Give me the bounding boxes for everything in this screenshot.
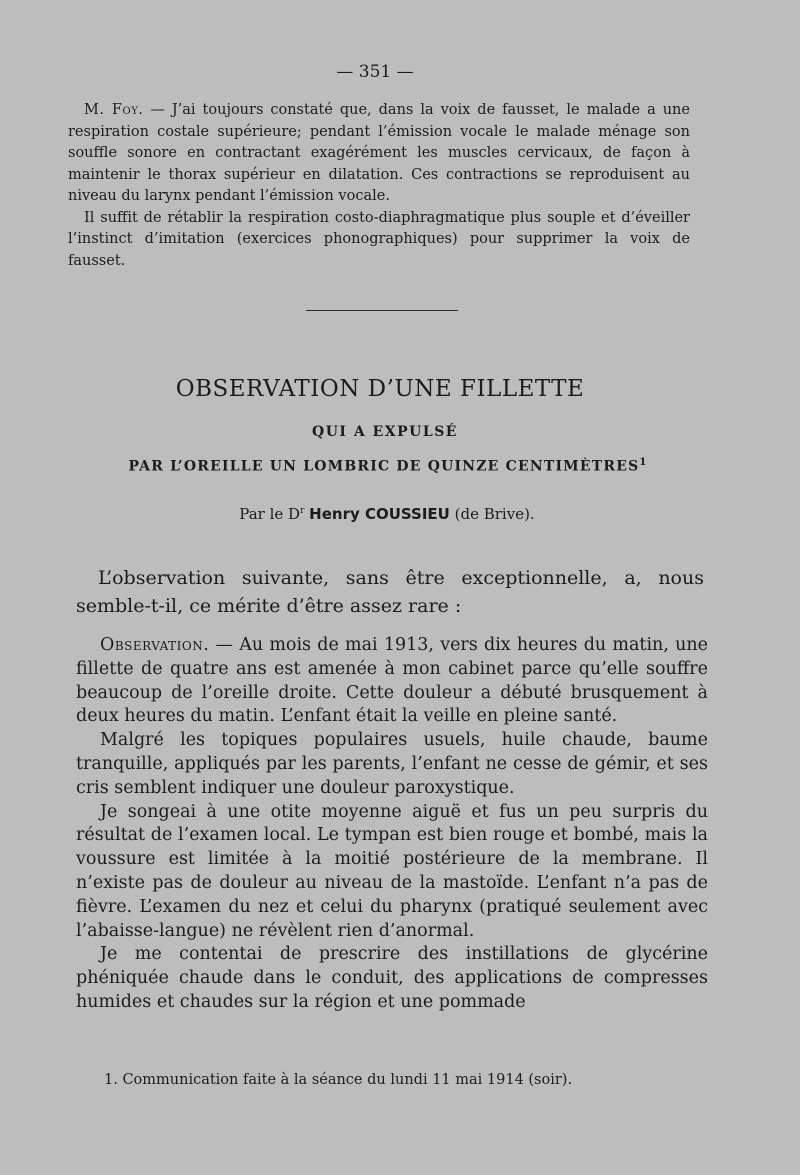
author-name: Henry COUSSIEU	[309, 505, 450, 523]
footnote: 1. Communication faite à la séance du lundi 11 mai 1914 (soir).	[104, 1072, 573, 1088]
intro-paragraph: L’observation suivante, sans être exceptionnelle, a, nous semble-t-il, ce mérite d’être assez rare :	[76, 567, 704, 617]
observation-body	[76, 634, 708, 1015]
author-location: (de Brive).	[454, 505, 535, 523]
byline-prefix-sup: r	[300, 506, 305, 516]
discussion-paragraph: Il suffit de rétablir la respiration costo-diaphragmatique plus souple et d’éveiller l’instinct d’imitation (exercices phonographiques) pour supprimer la voix de fausset.	[68, 209, 690, 269]
article-subtitle-2	[0, 457, 776, 475]
discussion-paragraph	[68, 100, 690, 208]
discussion-text: — J’ai toujours constaté que, dans la voix de fausset, le malade a une respiration costale supérieure; pendant l’émission vocale le malade ménage son souffle sonore en contractant exagérément les muscles cervicaux, de façon à maintenir le thorax supérieur en dilatation. Ces contractions se reproduisent au niveau du larynx pendant l’émission vocale.	[68, 102, 690, 204]
author-byline	[0, 505, 774, 523]
article-subtitle-1: QUI A EXPULSÉ	[312, 424, 458, 440]
section-divider	[306, 310, 458, 311]
intro-text	[76, 564, 704, 620]
footnote-marker: 1	[639, 457, 648, 468]
body-paragraph: Malgré les topiques populaires usuels, huile chaude, baume tranquille, appliqués par les parents, l’enfant ne cesse de gémir, et ses cris semblent indiquer une douleur paroxystique.	[76, 730, 708, 798]
speaker-name: M. Foy.	[84, 102, 144, 118]
byline-prefix: Par le D	[239, 505, 301, 523]
observation-label: Observation.	[100, 635, 210, 655]
subtitle-2-text: PAR L’OREILLE UN LOMBRIC DE QUINZE CENTIMÈTRES	[128, 458, 640, 475]
page-number: — 351 —	[336, 62, 414, 82]
body-paragraph-text: — Au mois de mai 1913, vers dix heures du matin, une fillette de quatre ans est amenée à mon cabinet parce qu’elle souffre beaucoup de l’oreille droite. Cette douleur a débuté brusquement à deux heures du matin. L’enfant était la veille en pleine santé.	[76, 635, 708, 727]
body-paragraph	[76, 634, 708, 729]
body-paragraph: Je songeai à une otite moyenne aiguë et fus un peu surpris du résultat de l’examen local. Le tympan est bien rouge et bombé, mais la voussure est limitée à la moitié postérieure de la membrane. Il n’existe pas de douleur au niveau de la mastoïde. L’enfant n’a pas de fièvre. L’examen du nez et celui du pharynx (pratiqué seulement avec l’abaisse-langue) ne révèlent rien d’anormal.	[76, 801, 708, 941]
body-paragraph: Je me contentai de prescrire des instillations de glycérine phéniquée chaude dans le conduit, des applications de compresses humides et chaudes sur la région et une pommade	[76, 944, 708, 1012]
previous-discussion	[68, 100, 690, 272]
article-title: OBSERVATION D’UNE FILLETTE	[175, 376, 585, 402]
